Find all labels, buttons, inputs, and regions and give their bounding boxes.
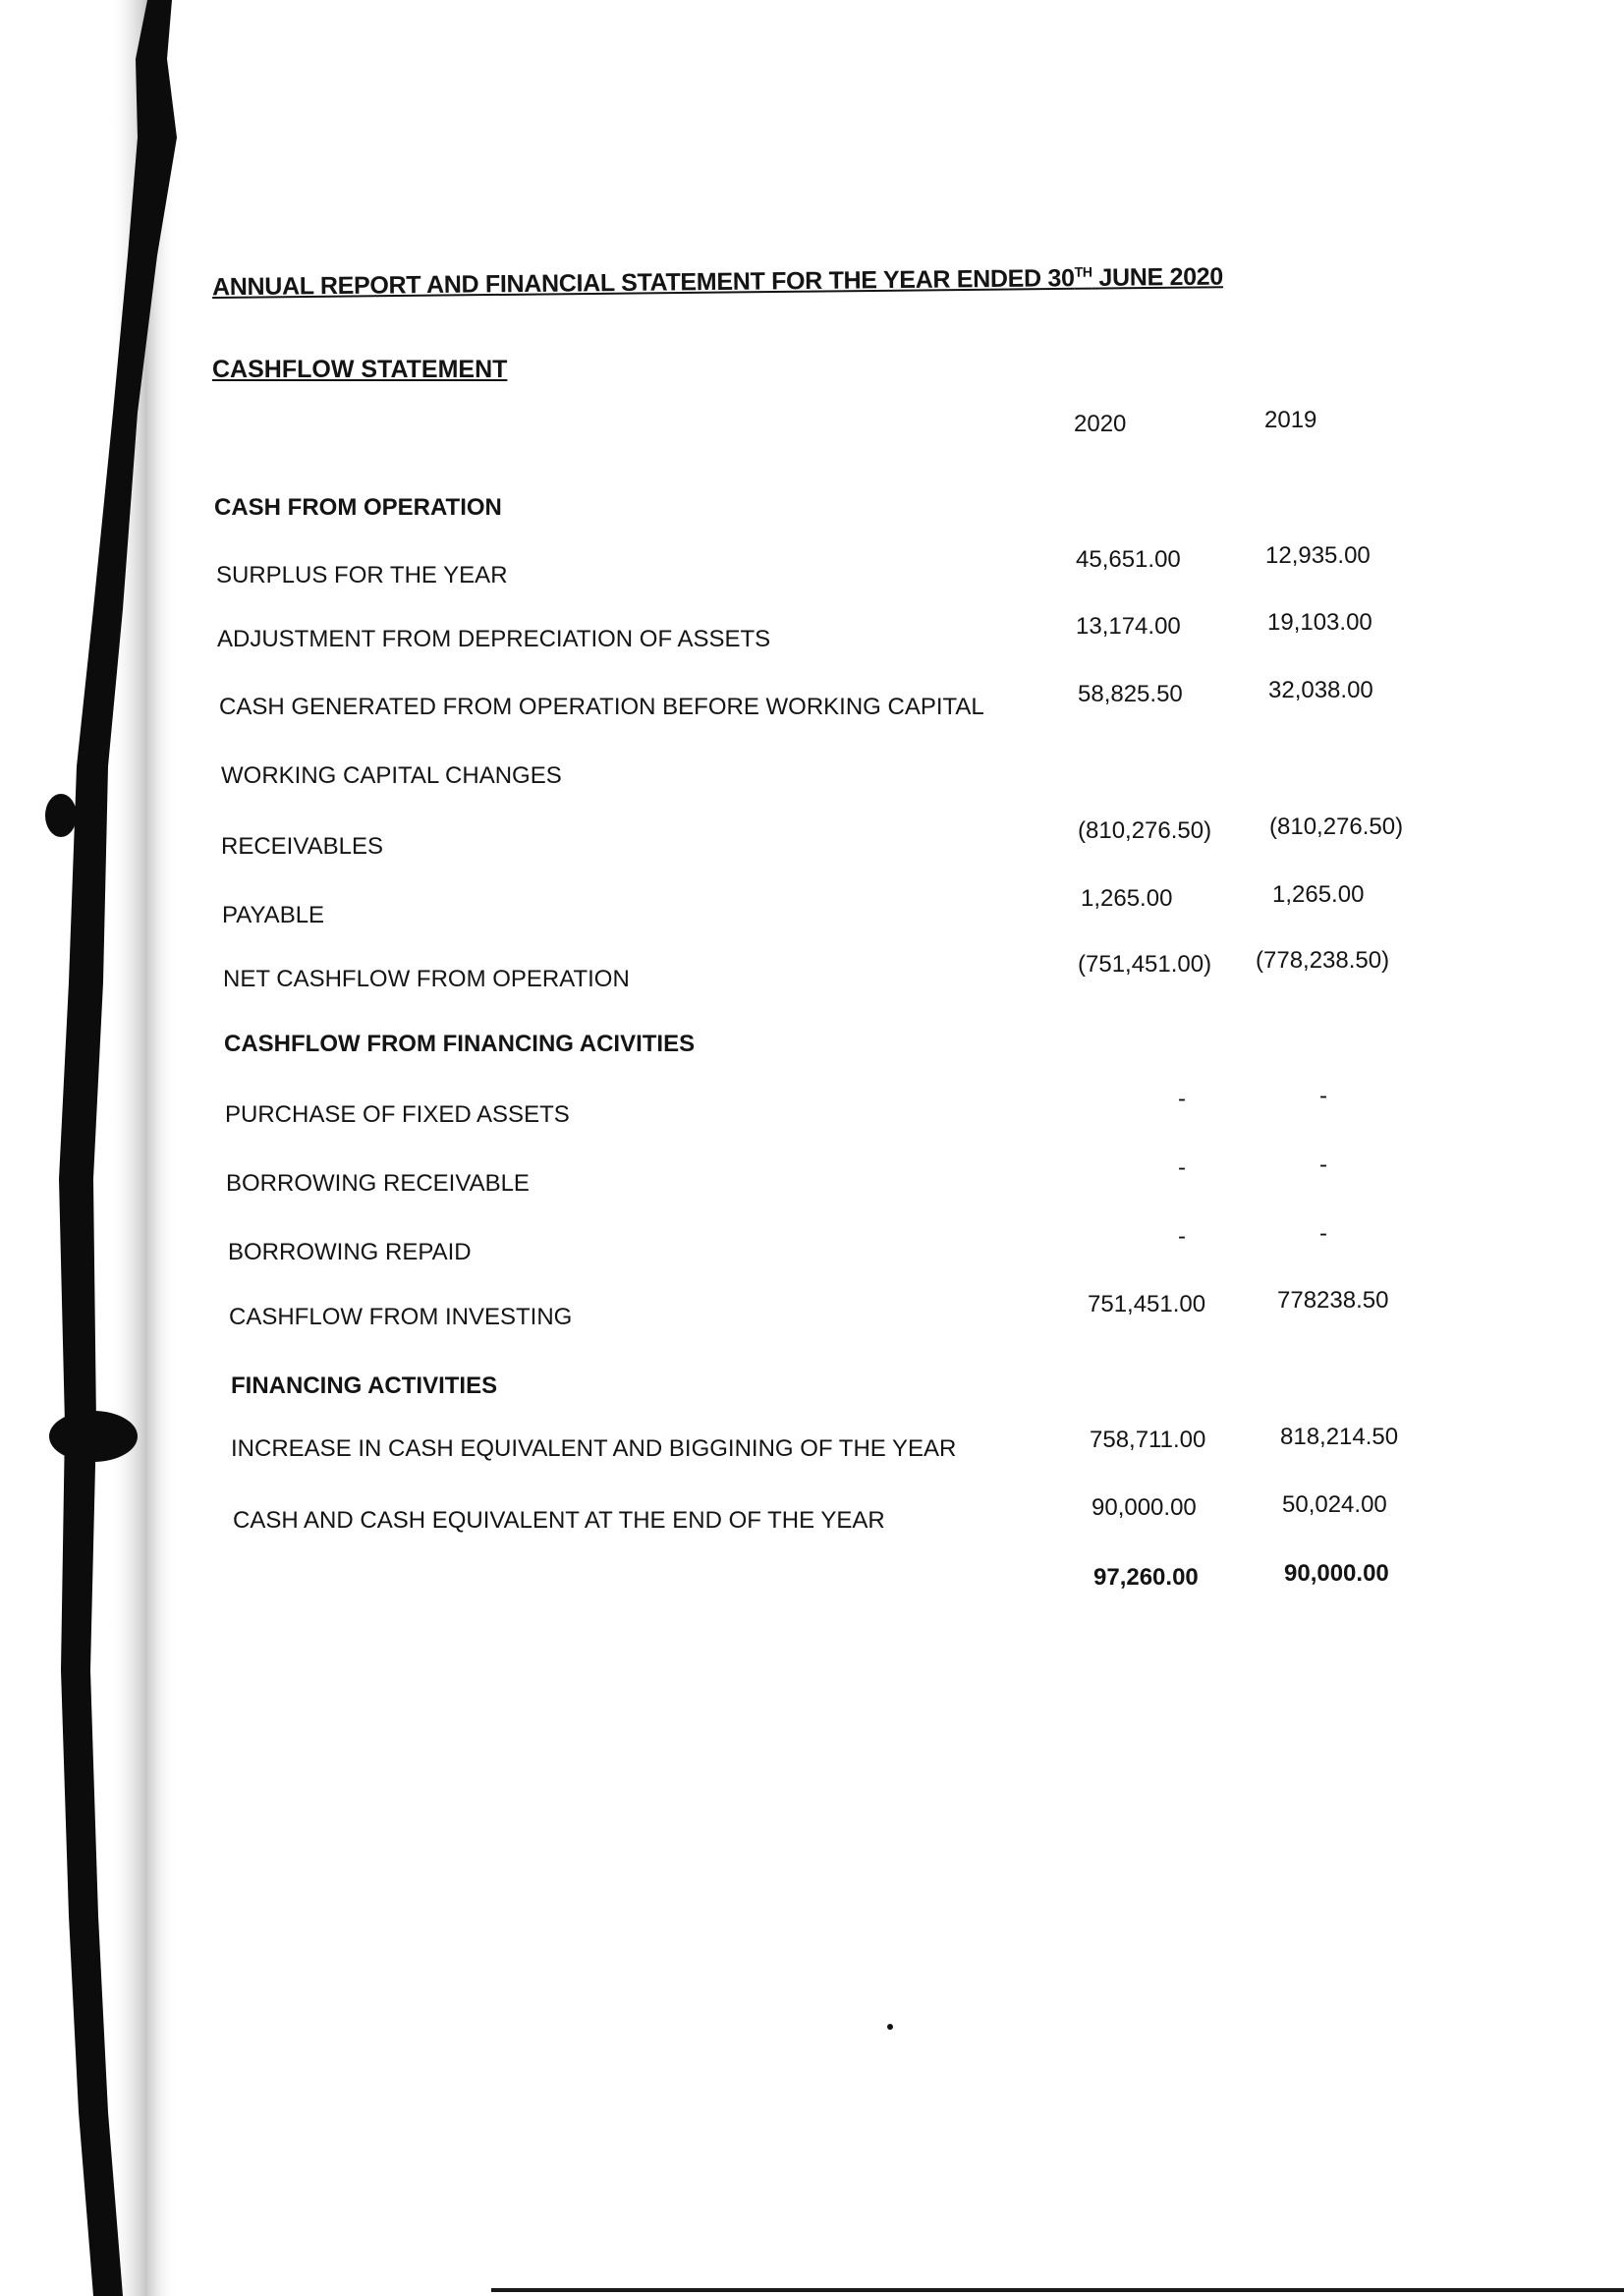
document-title-superscript: TH	[1074, 263, 1092, 280]
document-title-text: ANNUAL REPORT AND FINANCIAL STATEMENT FOR THE YEAR ENDED 30	[211, 264, 1075, 302]
row-label: CASH AND CASH EQUIVALENT AT THE END OF THE YEAR	[233, 1507, 885, 1534]
value-2020: 758,711.00	[1090, 1427, 1206, 1453]
section-heading: CASHFLOW FROM FINANCING ACIVITIES	[224, 1031, 696, 1057]
value-2020: 13,174.00	[1076, 613, 1181, 640]
row-label: WORKING CAPITAL CHANGES	[221, 762, 562, 789]
value-2019: (778,238.50)	[1256, 947, 1390, 974]
value-2020: (810,276.50)	[1078, 817, 1212, 844]
row-label: ADJUSTMENT FROM DEPRECIATION OF ASSETS	[217, 626, 771, 652]
row-label: PURCHASE OF FIXED ASSETS	[225, 1101, 570, 1128]
scan-shadow-edge	[0, 0, 177, 2296]
value-2019: 12,935.00	[1265, 542, 1371, 569]
row-label: RECEIVABLES	[221, 833, 383, 860]
row-label: BORROWING RECEIVABLE	[226, 1170, 530, 1197]
value-2019: 50,024.00	[1282, 1491, 1387, 1518]
value-2019: -	[1319, 1220, 1327, 1247]
value-2019: 818,214.50	[1280, 1424, 1399, 1450]
value-2020: 1,265.00	[1081, 885, 1173, 912]
value-2020: 45,651.00	[1076, 546, 1181, 573]
value-2019: -	[1319, 1151, 1327, 1178]
row-label: PAYABLE	[222, 902, 325, 928]
section-heading: CASH FROM OPERATION	[214, 494, 502, 521]
row-label: NET CASHFLOW FROM OPERATION	[223, 966, 630, 992]
row-label: CASHFLOW FROM INVESTING	[229, 1304, 573, 1330]
column-header-2019: 2019	[1264, 407, 1317, 433]
document-title	[212, 262, 1244, 302]
row-label: BORROWING REPAID	[228, 1239, 472, 1265]
row-label: INCREASE IN CASH EQUIVALENT AND BIGGINING OF THE YEAR	[231, 1435, 957, 1462]
value-2019: (810,276.50)	[1269, 813, 1404, 840]
value-2020: -	[1178, 1086, 1186, 1112]
section-heading: FINANCING ACTIVITIES	[231, 1372, 498, 1399]
value-2020: -	[1178, 1154, 1186, 1181]
document-title-date: JUNE 2020	[1092, 262, 1224, 292]
scan-bottom-edge	[491, 2288, 1624, 2292]
value-2019: -	[1319, 1083, 1327, 1109]
value-2020: 58,825.50	[1078, 681, 1183, 707]
value-2019: 1,265.00	[1272, 881, 1365, 908]
value-2020: -	[1178, 1223, 1186, 1250]
value-2020: 751,451.00	[1088, 1291, 1206, 1317]
value-2019: 32,038.00	[1268, 677, 1373, 703]
section-title: CASHFLOW STATEMENT	[212, 356, 508, 383]
value-2019: 90,000.00	[1284, 1560, 1389, 1587]
row-label: CASH GENERATED FROM OPERATION BEFORE WORKING CAPITAL	[219, 694, 984, 720]
column-header-2020: 2020	[1074, 411, 1127, 437]
value-2020: 97,260.00	[1093, 1564, 1199, 1591]
value-2020: (751,451.00)	[1078, 951, 1212, 978]
value-2019: 778238.50	[1277, 1287, 1389, 1314]
row-label: SURPLUS FOR THE YEAR	[216, 562, 508, 588]
scan-speck	[887, 2024, 893, 2030]
value-2019: 19,103.00	[1267, 609, 1372, 636]
value-2020: 90,000.00	[1092, 1494, 1197, 1521]
